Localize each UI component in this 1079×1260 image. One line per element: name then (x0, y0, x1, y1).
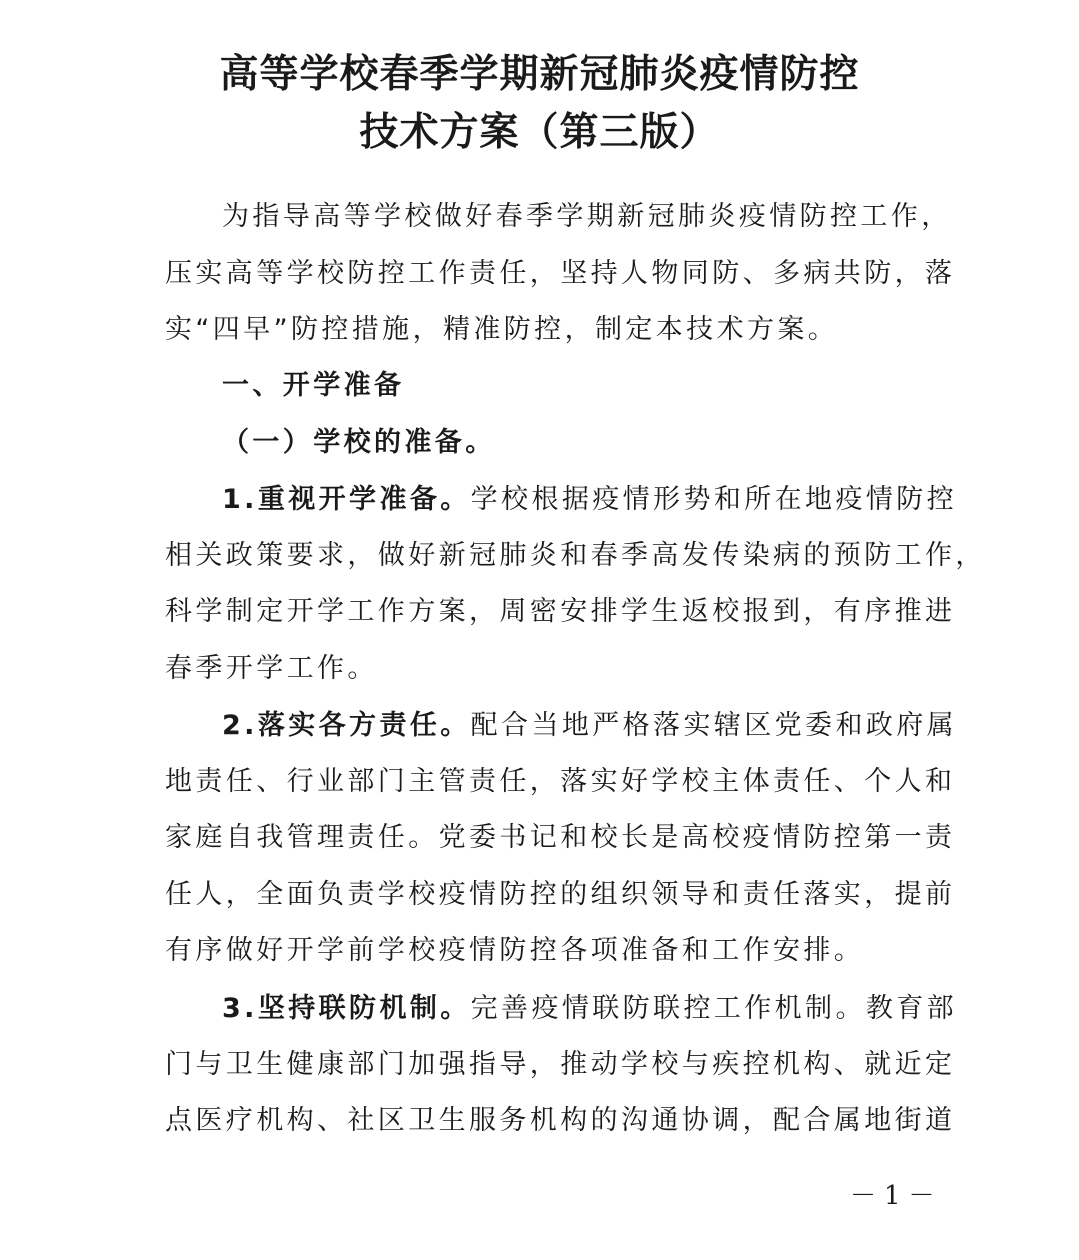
intro-line-3: 实“四早”防控措施，精准防控，制定本技术方案。 (165, 314, 839, 345)
page-number: －1－ (850, 1181, 943, 1211)
item-2-lead: 2.落实各方责任。 (222, 710, 471, 741)
item-1-first-line (222, 486, 977, 513)
intro-line-2: 压实高等学校防控工作责任，坚持人物同防、多病共防，落 (165, 258, 956, 289)
item-3-first-line (222, 995, 977, 1022)
item-1-lead: 1.重视开学准备。 (222, 484, 471, 515)
item-2-first-line (222, 712, 977, 739)
intro-line-1: 为指导高等学校做好春季学期新冠肺炎疫情防控工作， (222, 201, 952, 232)
document-title-line-2: 技术方案（第三版） (359, 109, 720, 155)
item-1-line-2: 相关政策要求，做好新冠肺炎和春季高发传染病的预防工作， (165, 540, 986, 571)
section-heading: 一、开学准备 (222, 370, 405, 401)
item-1-line-4: 春季开学工作。 (165, 653, 378, 684)
item-1-text: 学校根据疫情形势和所在地疫情防控 (470, 484, 958, 515)
item-3-lead: 3.坚持联防机制。 (222, 993, 471, 1024)
item-3-line-2: 门与卫生健康部门加强指导，推动学校与疾控机构、就近定 (165, 1049, 956, 1080)
item-2-text: 配合当地严格落实辖区党委和政府属 (470, 710, 958, 741)
item-1-line-3: 科学制定开学工作方案，周密安排学生返校报到，有序推进 (165, 596, 956, 627)
document-title-line-1: 高等学校春季学期新冠肺炎疫情防控 (219, 51, 860, 97)
item-3-text: 完善疫情联防联控工作机制。教育部 (470, 993, 958, 1024)
subsection-heading: （一）学校的准备。 (222, 427, 496, 458)
item-2-line-5: 有序做好开学前学校疫情防控各项准备和工作安排。 (165, 935, 865, 966)
item-2-line-2: 地责任、行业部门主管责任，落实好学校主体责任、个人和 (165, 766, 956, 797)
item-2-line-3: 家庭自我管理责任。党委书记和校长是高校疫情防控第一责 (165, 822, 956, 853)
item-3-line-3: 点医疗机构、社区卫生服务机构的沟通协调，配合属地街道 (165, 1105, 956, 1136)
item-2-line-4: 任人，全面负责学校疫情防控的组织领导和责任落实，提前 (165, 879, 956, 910)
